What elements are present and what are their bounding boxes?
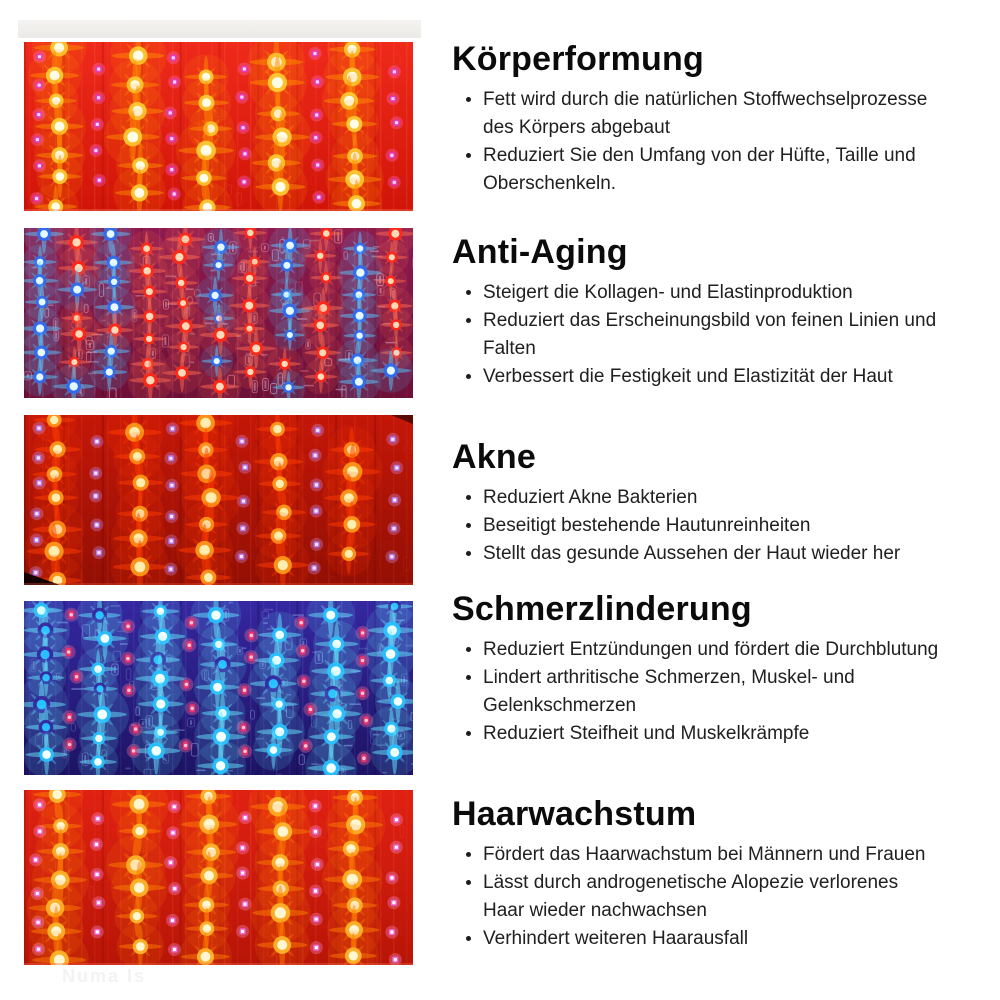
- section-anti-aging: [452, 233, 944, 391]
- bullet-item: • Lindert arthritische Schmerzen, Muskel- und Gelenkschmerzen: [483, 664, 944, 720]
- section-title-akne: Akne: [452, 438, 536, 476]
- bullet-item: • Verhindert weiteren Haarausfall: [483, 925, 944, 953]
- benefit-list-anti-aging: [452, 279, 944, 391]
- watermark-text: Numa Is: [62, 966, 147, 986]
- bullet-item: • Reduziert Steifheit und Muskelkrämpfe: [483, 720, 944, 748]
- bullet-item: • Stellt das gesunde Aussehen der Haut wieder her: [483, 540, 944, 568]
- section-title-haarwachstum: Haarwachstum: [452, 795, 697, 833]
- benefit-list-haarwachstum: [452, 841, 944, 953]
- led-panel-red-blue-image: [24, 228, 413, 398]
- bullet-item: • Fördert das Haarwachstum bei Männern und Frauen: [483, 841, 944, 869]
- section-haarwachstum: [452, 795, 944, 953]
- section-title-koerperformung: Körperformung: [452, 40, 704, 78]
- led-panel-dark-red-image: [24, 415, 413, 585]
- section-title-anti-aging: Anti-Aging: [452, 233, 628, 271]
- bullet-item: • Reduziert Sie den Umfang von der Hüfte, Taille und Oberschenkeln.: [483, 142, 944, 198]
- bullet-item: • Lässt durch androgenetische Alopezie verlorenes Haar wieder nachwachsen: [483, 869, 944, 925]
- section-koerperformung: [452, 40, 944, 198]
- benefit-list-schmerzlinderung: [452, 636, 944, 748]
- led-panel-blue-image: [24, 601, 413, 775]
- benefit-list-koerperformung: [452, 86, 944, 198]
- photo-edge-strip: [18, 20, 421, 38]
- benefit-list-akne: [452, 484, 944, 568]
- led-panel-red-gold-image: [24, 790, 413, 965]
- section-akne: [452, 438, 944, 568]
- bullet-item: • Reduziert Akne Bakterien: [483, 484, 944, 512]
- bullet-item: • Beseitigt bestehende Hautunreinheiten: [483, 512, 944, 540]
- bullet-item: • Reduziert Entzündungen und fördert die Durchblutung: [483, 636, 944, 664]
- bullet-item: • Verbessert die Festigkeit und Elastizität der Haut: [483, 363, 944, 391]
- bullet-item: • Reduziert das Erscheinungsbild von feinen Linien und Falten: [483, 307, 944, 363]
- section-schmerzlinderung: [452, 590, 944, 748]
- bullet-item: • Steigert die Kollagen- und Elastinproduktion: [483, 279, 944, 307]
- bullet-item: • Fett wird durch die natürlichen Stoffwechselprozesse des Körpers abgebaut: [483, 86, 944, 142]
- led-panel-red-image: [24, 42, 413, 211]
- section-title-schmerzlinderung: Schmerzlinderung: [452, 590, 752, 628]
